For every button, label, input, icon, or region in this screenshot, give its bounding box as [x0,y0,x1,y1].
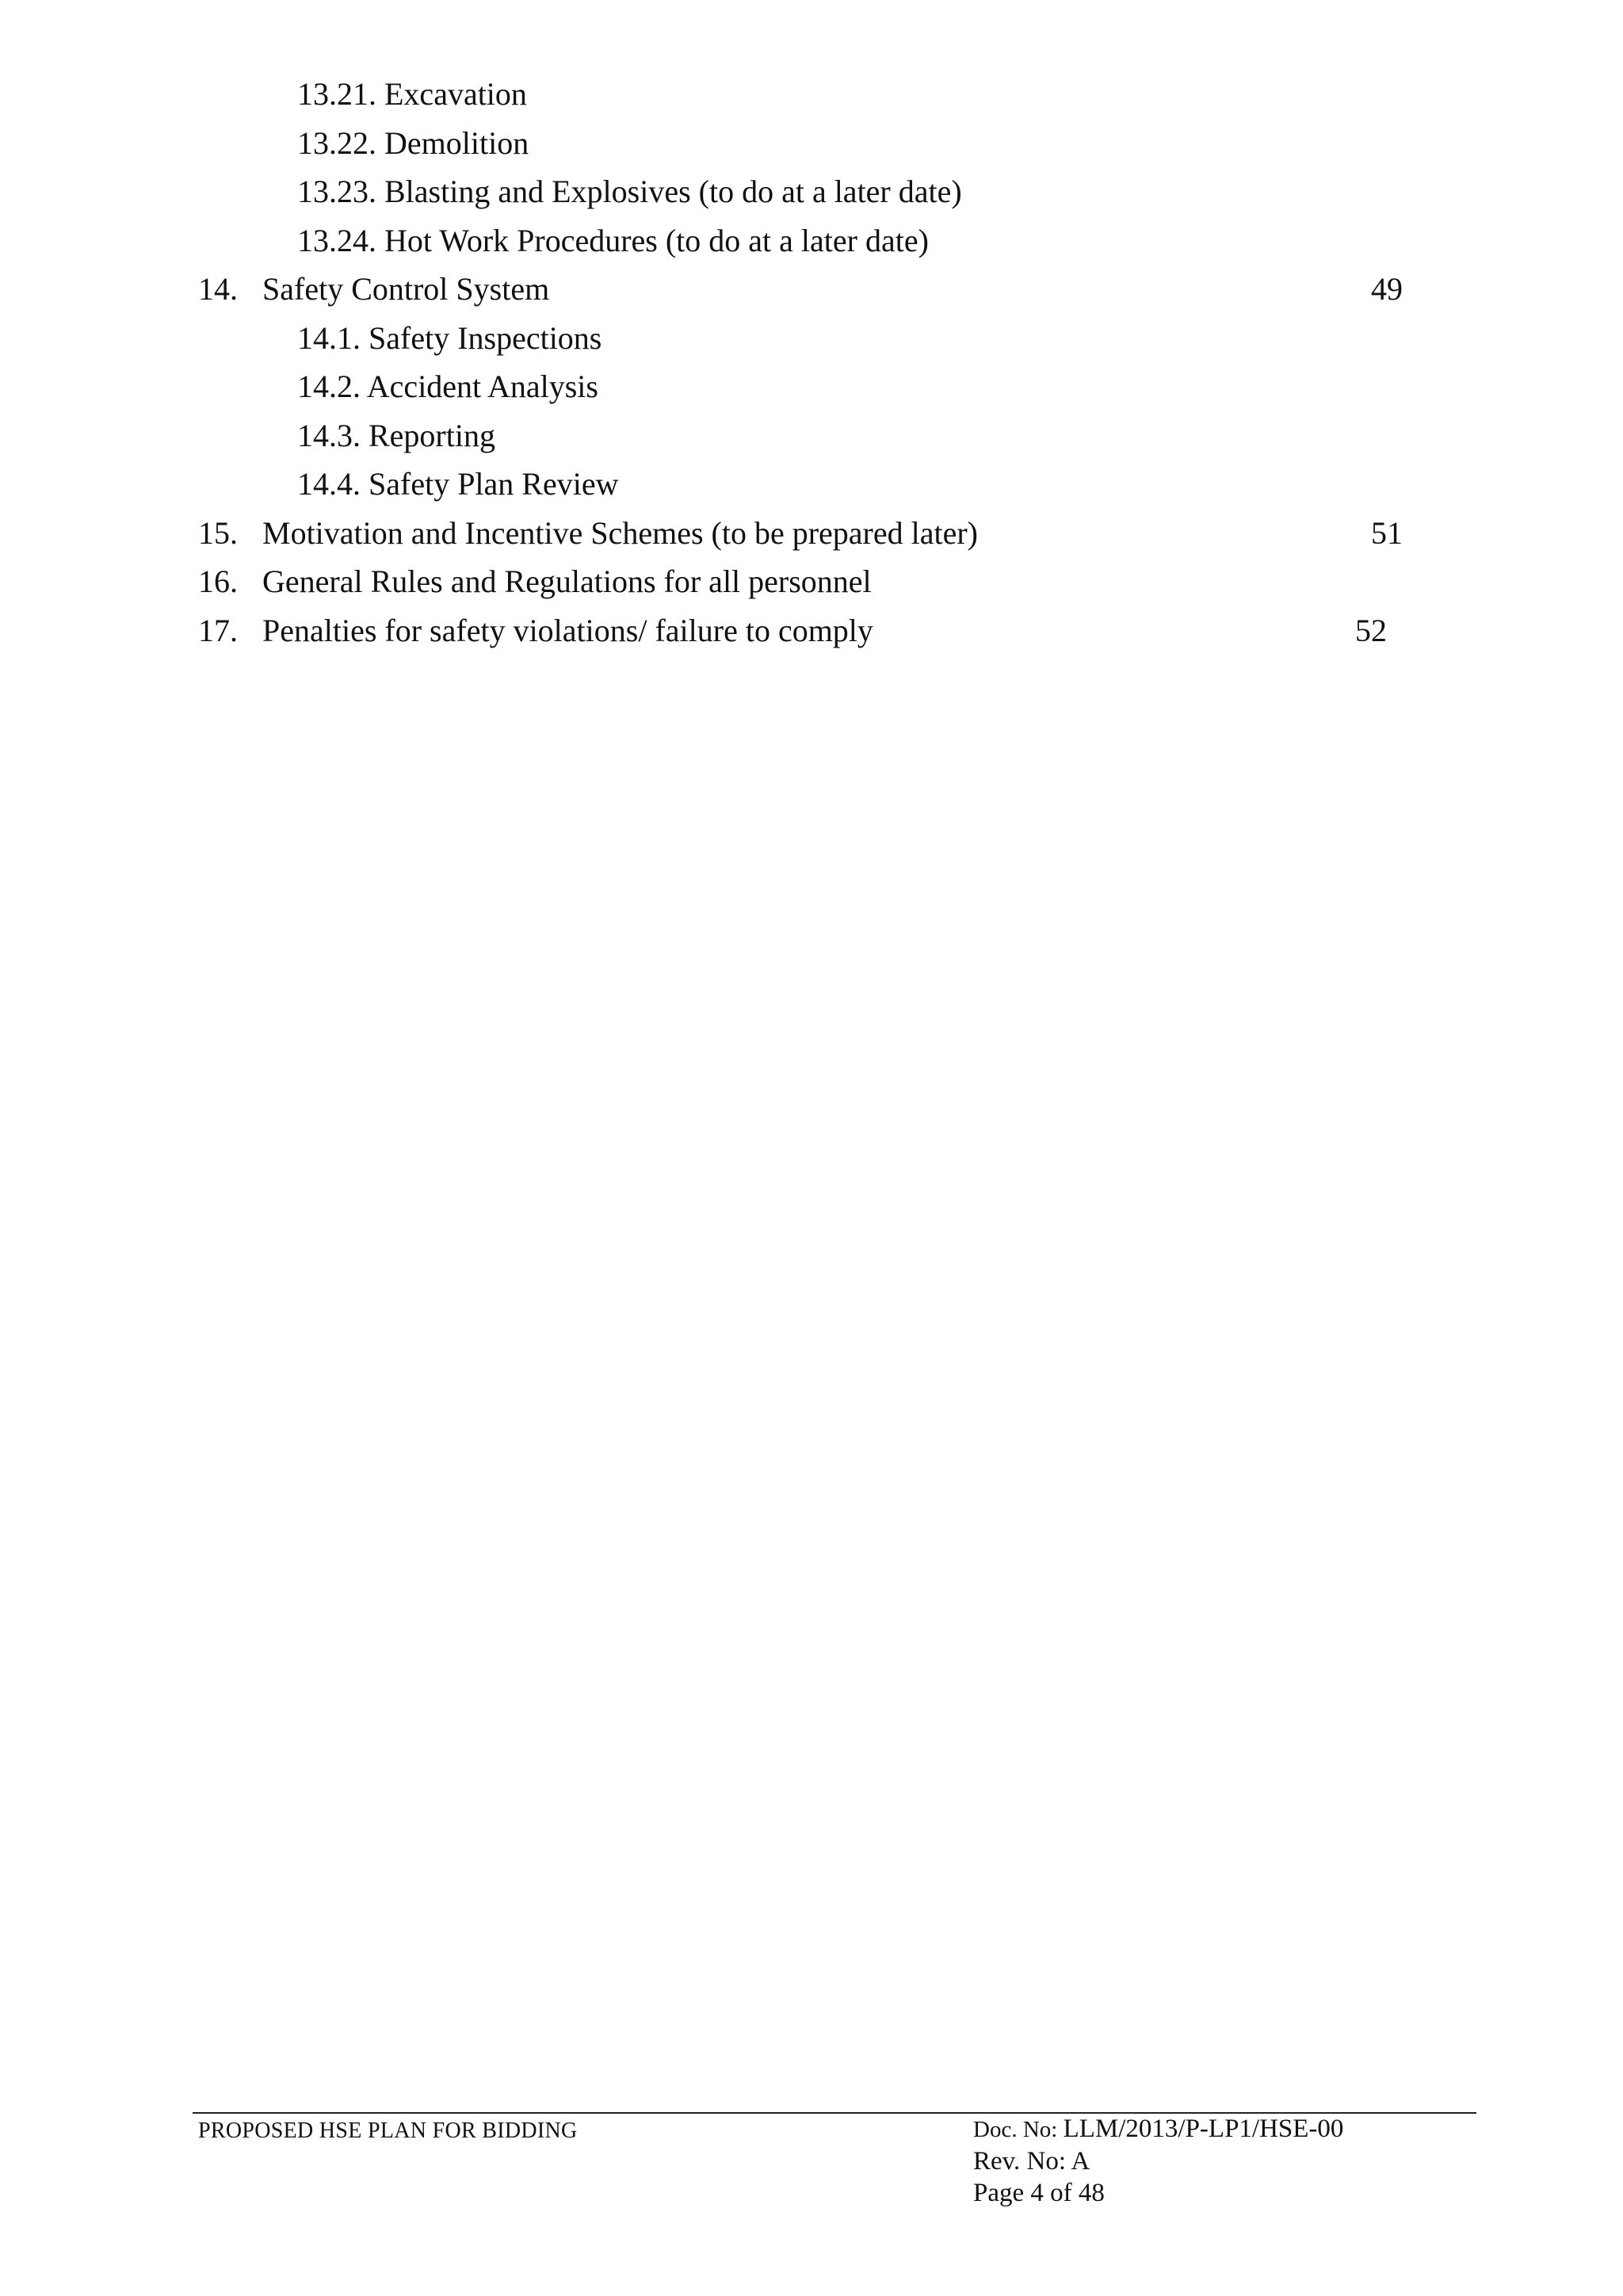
toc-entry-title: 14.3. Reporting [297,417,495,453]
toc-entry-17 [0,606,1623,655]
toc-entry-14-2 [0,362,1623,411]
footer-revision: Rev. No: A [973,2147,1090,2176]
toc-entry-number: 15. [198,514,238,551]
toc-entry-title: 13.21. Excavation [297,76,527,112]
toc-entry-title: 14.2. Accident Analysis [297,369,598,404]
toc-entry-number: 14. [198,271,238,307]
toc-entry-16 [0,557,1623,606]
footer-doc-value: LLM/2013/P-LP1/HSE-00 [1063,2115,1344,2143]
toc-entry-13-24 [0,216,1623,266]
toc-entry-13-23 [0,167,1623,216]
toc-entry-13-21 [0,70,1623,119]
toc-entry-page: 49 [1371,271,1403,307]
toc-entry-title: General Rules and Regulations for all personnel [262,563,872,599]
toc-entry-title: Motivation and Incentive Schemes (to be prepared later) [262,514,978,551]
toc-entry-title: Safety Control System [262,271,550,307]
toc-entry-14 [0,265,1623,314]
toc-entry-title: 14.4. Safety Plan Review [297,466,619,502]
toc-entry-14-3 [0,411,1623,460]
toc-entry-title: 13.23. Blasting and Explosives (to do at a later date) [297,174,962,209]
toc-entry-15 [0,509,1623,558]
footer-page-number: Page 4 of 48 [973,2179,1105,2207]
toc-entry-page: 52 [1355,612,1387,648]
footer-doc-number [973,2113,1343,2145]
toc-entry-14-1 [0,314,1623,363]
toc-entry-number: 17. [198,612,238,648]
toc-entry-title: 14.1. Safety Inspections [297,319,602,356]
toc-entry-title: 13.24. Hot Work Procedures (to do at a later date) [297,222,929,258]
toc-entry-14-4 [0,460,1623,509]
footer-document-title: PROPOSED HSE PLAN FOR BIDDING [198,2118,578,2143]
footer-doc-label: Doc. No: [973,2117,1064,2142]
footer-document-info [973,2113,1343,2209]
toc-entry-number: 16. [198,563,238,599]
table-of-contents [0,70,1623,655]
toc-entry-page: 51 [1371,514,1403,551]
toc-entry-title: Penalties for safety violations/ failure to comply [262,612,873,648]
toc-entry-title: 13.22. Demolition [297,124,529,161]
toc-entry-13-22 [0,119,1623,168]
